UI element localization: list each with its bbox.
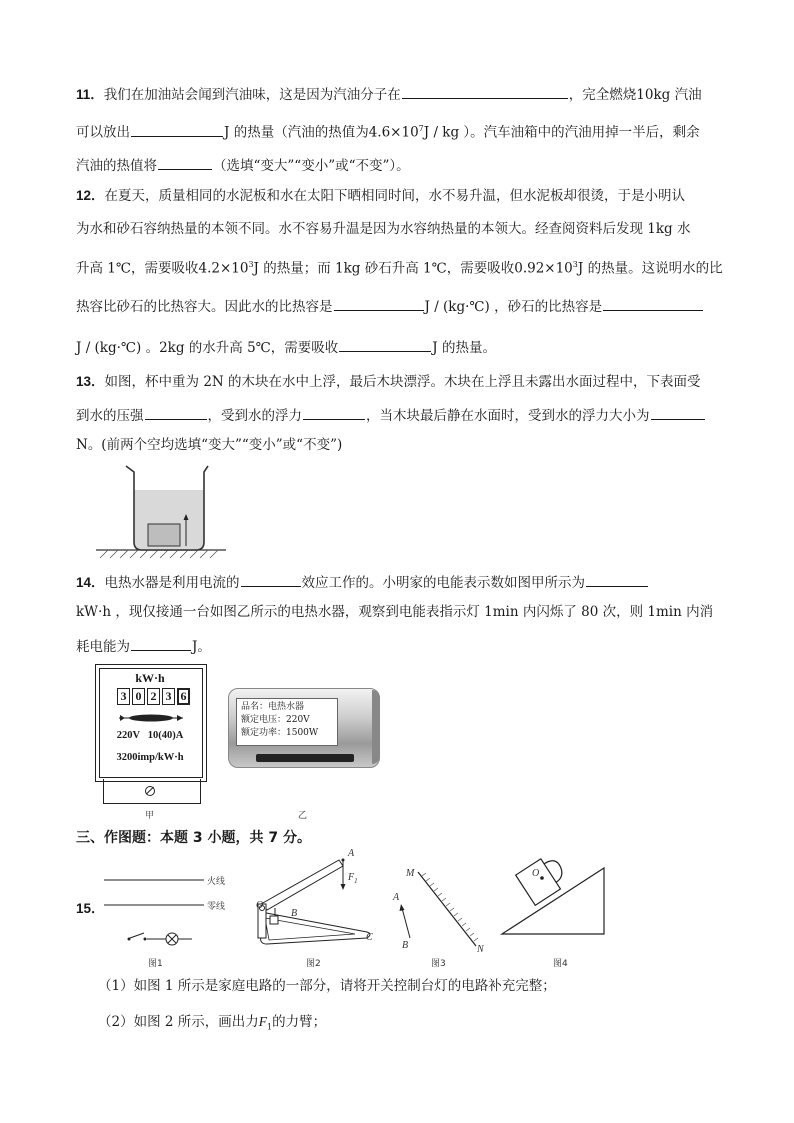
q14-blank-3[interactable]	[131, 636, 191, 651]
meter-digit: 3	[117, 688, 130, 705]
q12-text-5a: J / (kg·℃) 。2kg 的水升高 5℃，需要吸收	[76, 340, 339, 356]
q13-text-2a: 到水的压强	[76, 408, 144, 424]
q12-line2	[76, 220, 691, 238]
q15-sub2-text-b: 的力臂；	[272, 1014, 327, 1030]
fig2-point-b: B	[291, 908, 298, 919]
q15-sub1-text: （1）如图 1 所示是家庭电路的一部分，请将开关控制台灯的电路补充完整；	[98, 978, 556, 994]
fig1-caption: 图1	[148, 959, 163, 969]
meter-imp: 3200imp/kW·h	[116, 752, 184, 763]
q13-line3	[76, 436, 342, 454]
q12-exponent-2: 3	[572, 260, 578, 269]
q14-blank-2[interactable]	[586, 572, 648, 587]
heater-label: 乙	[298, 811, 308, 821]
q15-number: 15．	[76, 901, 105, 916]
q14-line2	[76, 603, 713, 621]
q14-text-1a: 电热水器是利用电流的	[104, 575, 240, 591]
fig2-force-letter: F	[348, 872, 355, 883]
q13-line2	[76, 405, 706, 425]
q13-text-3: N。(前两个空均选填“变大”“变小”或“不变”)	[76, 437, 343, 453]
wooden-block	[148, 524, 180, 546]
q12-blank-3[interactable]	[339, 337, 431, 352]
meter-digit-last: 6	[177, 688, 190, 705]
meter-knob-icon	[145, 786, 155, 796]
q11-line1	[76, 84, 702, 104]
q12-number: 12．	[76, 188, 105, 203]
q11-line3	[76, 155, 410, 175]
q14-line1	[76, 572, 649, 592]
q11-exponent: 7	[418, 124, 424, 133]
q13-text-1: 如图，杯中重为 2N 的木块在水中上浮，最后木块漂浮。木块在上浮且未露出水面过程中，下表面受	[104, 374, 701, 390]
q15-sub2	[98, 1013, 326, 1037]
heater-label-panel	[236, 698, 338, 746]
meter-rating: 220V 10(40)A	[116, 730, 184, 741]
fig2-lever	[255, 848, 380, 948]
q11-blank-1[interactable]	[402, 84, 568, 99]
ground-hatch	[100, 550, 218, 558]
q14-line3	[76, 636, 211, 656]
fig2-force-f1	[348, 872, 358, 885]
mirror-surface	[418, 872, 476, 946]
q11-blank-2[interactable]	[131, 122, 223, 137]
q12-text-3c: J 的热量。这说明水的比	[577, 260, 723, 277]
mirror-hatch	[422, 873, 478, 941]
q14-text-3a: 耗电能为	[76, 639, 130, 655]
q11-text-2c: J / kg ）。汽车油箱中的汽油用掉一半后，剩余	[423, 124, 700, 141]
q14-text-2: kW·h ，现仅接通一台如图乙所示的电热水器，观察到电能表指示灯 1min 内闪烁了 80 次，则 1min 内消	[76, 604, 714, 620]
q14-blank-1[interactable]	[241, 572, 301, 587]
q13-text-2c: ，当木块最后静在水面时，受到水的浮力大小为	[366, 408, 650, 424]
q14-text-3b: J。	[192, 639, 211, 655]
q12-line1	[76, 187, 685, 205]
fig3-point-n: N	[477, 944, 484, 955]
q12-text-5b: J 的热量。	[432, 340, 496, 356]
electric-meter	[95, 664, 207, 804]
q13-blank-1[interactable]	[145, 405, 207, 420]
q12-text-4a: 热容比砂石的比热容大。因此水的比热容是	[76, 299, 333, 315]
q12-line5	[76, 337, 496, 357]
q13-blank-3[interactable]	[651, 405, 705, 420]
q15-sub2-force: F	[258, 1014, 268, 1029]
q11-text-2a: 可以放出	[76, 124, 130, 141]
q11-number: 11．	[76, 87, 104, 102]
water-heater	[228, 688, 380, 772]
fig3-point-b: B	[402, 940, 409, 951]
q13-number: 13．	[76, 374, 105, 389]
q15-sub2-force-sub: 1	[267, 1022, 273, 1032]
heater-control-bar	[256, 754, 354, 762]
heater-power: 额定功率：1500W	[241, 728, 319, 738]
q12-text-3a: 升高 1℃，需要吸收4.2×10	[76, 260, 249, 277]
fig3-caption: 图3	[431, 959, 446, 969]
fig4-incline	[498, 848, 608, 938]
fig2-point-a: A	[348, 848, 355, 859]
q13-line1	[76, 373, 701, 391]
q13-blank-2[interactable]	[303, 405, 365, 420]
q12-text-1: 在夏天，质量相同的水泥板和水在太阳下晒相同时间，水不易升温，但水泥板却很烫，于是小明认	[104, 188, 686, 204]
fig2-point-o: O	[256, 900, 264, 911]
fig4-point-o: O	[532, 868, 540, 879]
meter-digit: 2	[147, 688, 160, 705]
q12-text-2: 为水和砂石容纳热量的本领不同。水不容易升温是因为水容纳热量的本领大。经查阅资料后发现 1kg 水	[76, 221, 691, 237]
heater-voltage: 额定电压：220V	[241, 715, 310, 725]
meter-disc-icon	[117, 712, 187, 724]
q15-sub2-text-a: （2）如图 2 所示，画出力	[98, 1014, 259, 1030]
q11-text-3a: 汽油的热值将	[76, 158, 157, 174]
beaker-figure	[94, 462, 234, 562]
heater-name: 品名：电热水器	[241, 702, 305, 712]
meter-unit: kW·h	[135, 671, 165, 685]
fig3-point-a: A	[393, 892, 400, 903]
q12-line4	[76, 296, 704, 316]
q11-line2	[76, 120, 700, 142]
q12-blank-2[interactable]	[603, 296, 703, 311]
q11-blank-3[interactable]	[158, 155, 212, 170]
q11-text-3b: （选填“变大”“变小”或“不变”）。	[213, 158, 410, 174]
fig2-point-c: C	[366, 932, 373, 943]
fig4-caption: 图4	[553, 959, 568, 969]
q11-text-1b: ，完全燃烧10kg 汽油	[568, 87, 702, 103]
q14-text-1b: 效应工作的。小明家的电能表示数如图甲所示为	[301, 575, 586, 591]
fig3-point-m: M	[406, 868, 415, 879]
object-arrow	[402, 908, 410, 938]
section-3-heading: 三、作图题：本题 3 小题，共 7 分。	[76, 830, 311, 846]
q11-text-2b: J 的热量（汽油的热值为4.6×10	[224, 124, 419, 141]
q14-number: 14．	[76, 575, 105, 590]
fire-wire-label: 火线	[207, 877, 226, 887]
q12-text-4b: J / (kg·℃) ，砂石的比热容是	[424, 299, 603, 315]
q13-text-2b: ，受到水的浮力	[207, 408, 302, 424]
meter-label: 甲	[145, 811, 155, 821]
fig2-force-sub: 1	[354, 877, 358, 885]
q12-text-3b: J 的热量；而 1kg 砂石升高 1℃，需要吸收0.92×10	[253, 260, 573, 277]
fig2-caption: 图2	[306, 959, 321, 969]
q12-blank-1[interactable]	[334, 296, 424, 311]
q12-exponent-1: 3	[248, 260, 254, 269]
center-point	[540, 876, 544, 880]
meter-digit: 0	[132, 688, 145, 705]
q11-text-1a: 我们在加油站会闻到汽油味，这是因为汽油分子在	[103, 87, 401, 103]
meter-digit: 3	[162, 688, 175, 705]
q12-line3	[76, 256, 723, 278]
meter-digits	[117, 688, 192, 705]
neutral-wire-label: 零线	[207, 902, 226, 912]
q15-sub1	[98, 977, 556, 995]
